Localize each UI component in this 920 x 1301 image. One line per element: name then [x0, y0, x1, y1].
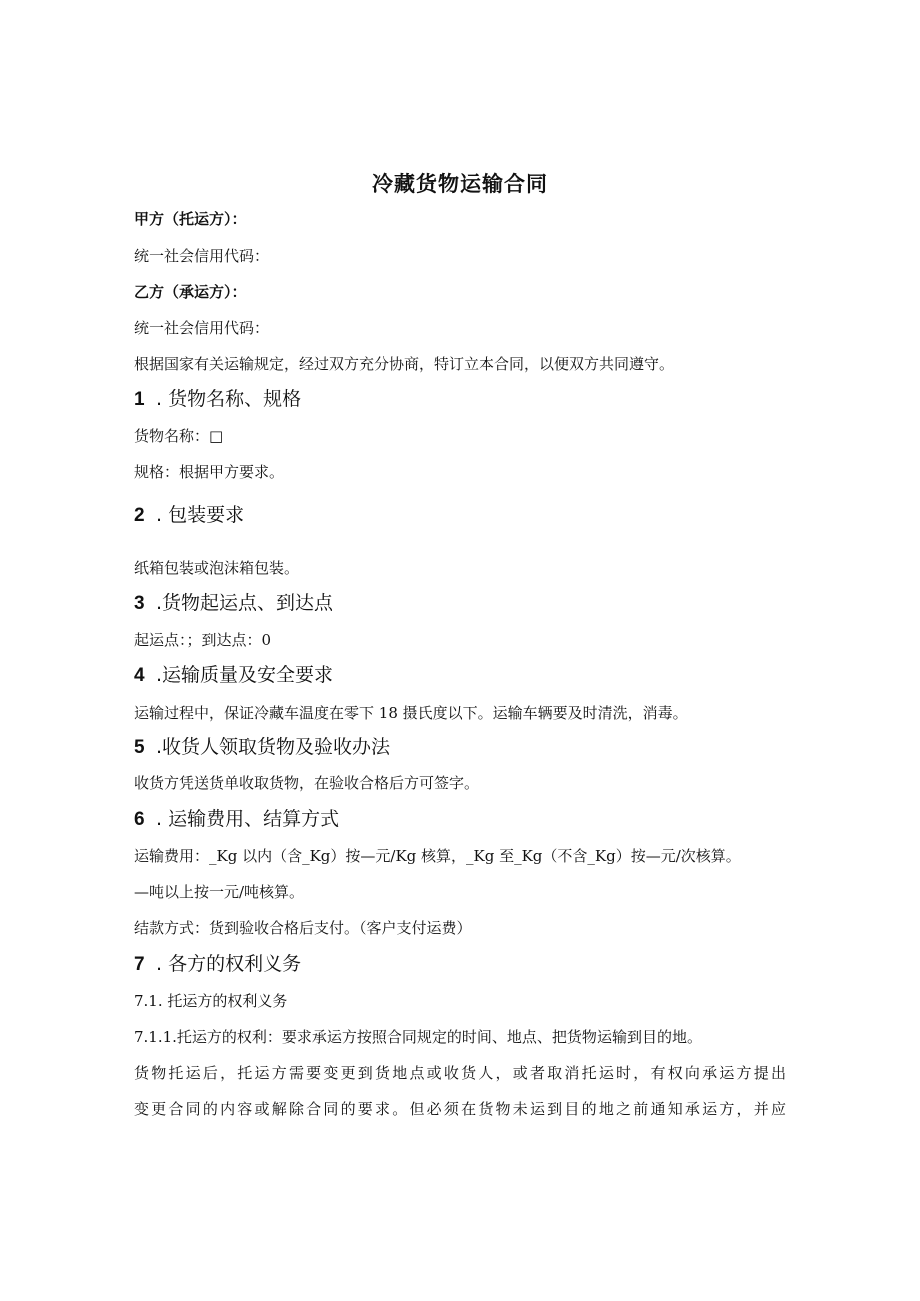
section-line: 收货方凭送货单收取货物，在验收合格后方可签字。	[134, 774, 480, 792]
section-heading	[134, 503, 244, 528]
section-number: 3	[134, 593, 145, 614]
section-number: 5	[134, 737, 145, 758]
section-title: . 货物名称、规格	[156, 388, 302, 410]
preamble: 根据国家有关运输规定，经过双方充分协商，特订立本合同，以便双方共同遵守。	[134, 355, 675, 373]
section-line: 7.1.1.托运方的权利：要求承运方按照合同规定的时间、地点、把货物运输到目的地。	[134, 1028, 702, 1046]
party-a-label: 甲方（托运方）：	[134, 210, 247, 228]
section-line: 运输过程中，保证冷藏车温度在零下 18 摄氏度以下。运输车辆要及时清洗，消毒。	[134, 704, 688, 722]
section-number: 2	[134, 505, 145, 526]
section-line: 纸箱包装或泡沫箱包装。	[134, 559, 300, 577]
section-line: 规格：根据甲方要求。	[134, 463, 285, 481]
section-number: 7	[134, 954, 145, 975]
section-title: .货物起运点、到达点	[156, 592, 334, 614]
section-title: .收货人领取货物及验收办法	[156, 736, 391, 758]
section-line: 结款方式：货到验收合格后支付。（客户支付运费）	[134, 919, 472, 937]
section-heading	[134, 735, 390, 760]
section-heading	[134, 807, 339, 832]
section-title: . 运输费用、结算方式	[156, 808, 340, 830]
section-line: 运输费用：_Kg 以内（含_Kg）按—元/Kg 核算，_Kg 至_Kg（不含_Kg）按—元/次核算。	[134, 847, 741, 865]
document-title: 冷藏货物运输合同	[372, 172, 548, 196]
section-line: —吨以上按一元/吨核算。	[134, 883, 305, 901]
section-heading	[134, 591, 333, 616]
section-number: 1	[134, 389, 145, 410]
section-title: . 各方的权利义务	[156, 953, 302, 975]
section-line: 变更合同的内容或解除合同的要求。但必须在货物未运到目的地之前通知承运方，并应	[134, 1100, 786, 1118]
party-a-credit-code: 统一社会信用代码：	[134, 247, 270, 265]
party-b-credit-code: 统一社会信用代码：	[134, 319, 270, 337]
section-title: . 包装要求	[156, 504, 245, 526]
section-line: 货物托运后，托运方需要变更到货地点或收货人，或者取消托运时，有权向承运方提出	[134, 1064, 786, 1082]
section-number: 6	[134, 809, 145, 830]
party-b-label: 乙方（承运方）：	[134, 283, 247, 301]
section-line: 起运点：；到达点：0	[134, 631, 272, 649]
section-line: 7.1. 托运方的权利义务	[134, 992, 288, 1010]
section-number: 4	[134, 665, 145, 686]
section-title: .运输质量及安全要求	[156, 664, 334, 686]
section-line: 货物名称：□	[134, 427, 224, 445]
section-heading	[134, 387, 301, 412]
section-heading	[134, 663, 333, 688]
section-heading	[134, 952, 301, 977]
